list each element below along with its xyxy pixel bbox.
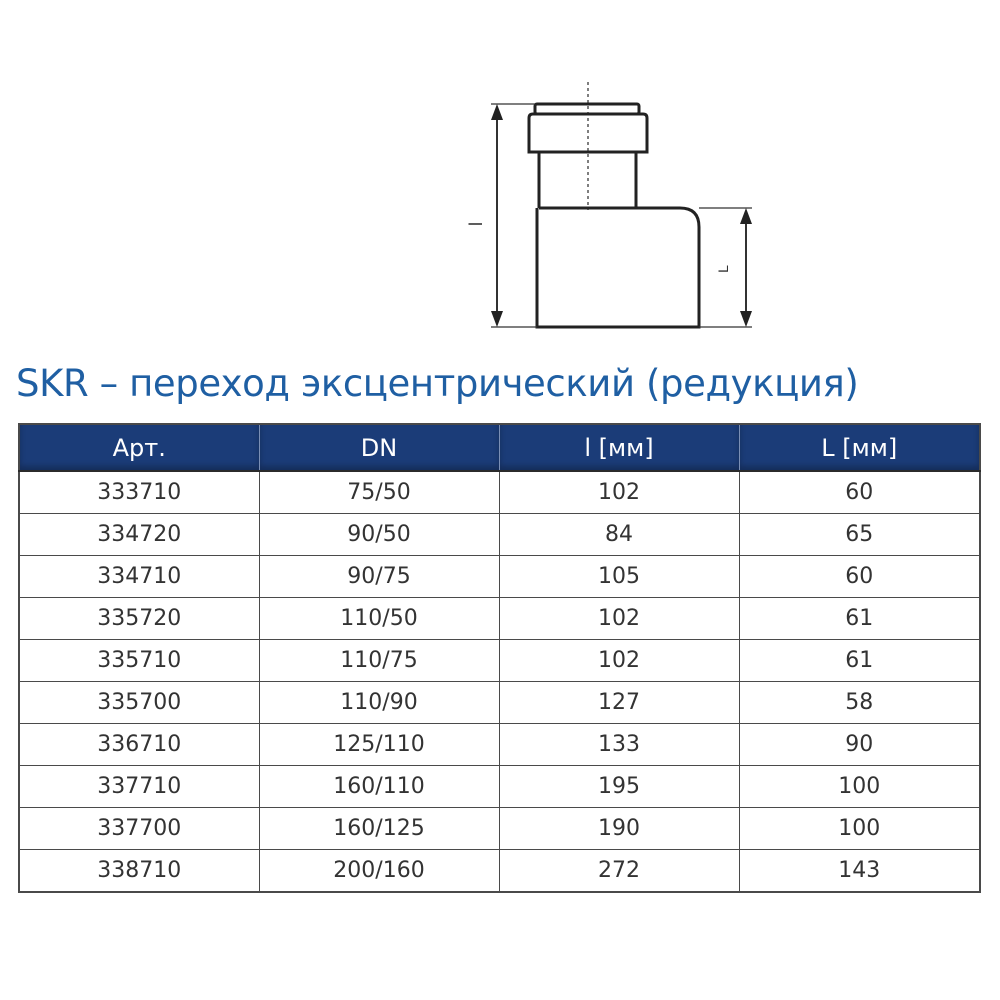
cell-dn: 125/110 — [259, 724, 499, 766]
cell-l: 195 — [499, 766, 739, 808]
dim-total-arrow-top — [491, 104, 503, 120]
cell-L: 60 — [739, 556, 980, 598]
cell-dn: 160/125 — [259, 808, 499, 850]
fitting-diagram — [0, 0, 1000, 345]
table-row — [19, 471, 980, 514]
column-header-art: Арт. — [19, 424, 259, 471]
table-row — [19, 808, 980, 850]
spec-table — [18, 423, 981, 893]
table-row — [19, 640, 980, 682]
cell-dn: 90/50 — [259, 514, 499, 556]
body-outline — [537, 208, 699, 327]
cell-dn: 110/75 — [259, 640, 499, 682]
cell-l: 102 — [499, 598, 739, 640]
cell-art: 333710 — [19, 471, 259, 514]
cell-art: 335700 — [19, 682, 259, 724]
table-row — [19, 850, 980, 893]
cell-art: 335720 — [19, 598, 259, 640]
table-row — [19, 766, 980, 808]
cell-art: 337710 — [19, 766, 259, 808]
cell-art: 336710 — [19, 724, 259, 766]
dim-total-arrow-bottom — [491, 311, 503, 327]
dim-body-label: L — [715, 265, 731, 273]
cell-art: 337700 — [19, 808, 259, 850]
cell-l: 127 — [499, 682, 739, 724]
cell-L: 60 — [739, 471, 980, 514]
cell-dn: 75/50 — [259, 471, 499, 514]
cell-l: 84 — [499, 514, 739, 556]
column-header-l: l [мм] — [499, 424, 739, 471]
table-header-row — [19, 424, 980, 471]
cell-art: 334710 — [19, 556, 259, 598]
table-row — [19, 682, 980, 724]
table-row — [19, 724, 980, 766]
column-header-dn: DN — [259, 424, 499, 471]
cell-L: 65 — [739, 514, 980, 556]
cell-l: 133 — [499, 724, 739, 766]
cell-L: 61 — [739, 640, 980, 682]
cell-L: 100 — [739, 808, 980, 850]
cell-dn: 160/110 — [259, 766, 499, 808]
cell-art: 334720 — [19, 514, 259, 556]
cell-dn: 200/160 — [259, 850, 499, 893]
cell-l: 105 — [499, 556, 739, 598]
cell-L: 58 — [739, 682, 980, 724]
cell-dn: 90/75 — [259, 556, 499, 598]
product-title: SKR – переход эксцентрический (редукция) — [16, 362, 859, 405]
cell-l: 102 — [499, 640, 739, 682]
cell-art: 335710 — [19, 640, 259, 682]
table-row — [19, 556, 980, 598]
cell-l: 102 — [499, 471, 739, 514]
cell-art: 338710 — [19, 850, 259, 893]
cell-l: 190 — [499, 808, 739, 850]
dim-total-label: l — [466, 222, 486, 226]
cell-L: 100 — [739, 766, 980, 808]
cell-L: 61 — [739, 598, 980, 640]
cell-dn: 110/50 — [259, 598, 499, 640]
dim-body-arrow-bottom — [740, 311, 752, 327]
cell-L: 90 — [739, 724, 980, 766]
table-row — [19, 514, 980, 556]
cell-dn: 110/90 — [259, 682, 499, 724]
dim-body-arrow-top — [740, 208, 752, 224]
table-row — [19, 598, 980, 640]
column-header-L: L [мм] — [739, 424, 980, 471]
cell-L: 143 — [739, 850, 980, 893]
cell-l: 272 — [499, 850, 739, 893]
